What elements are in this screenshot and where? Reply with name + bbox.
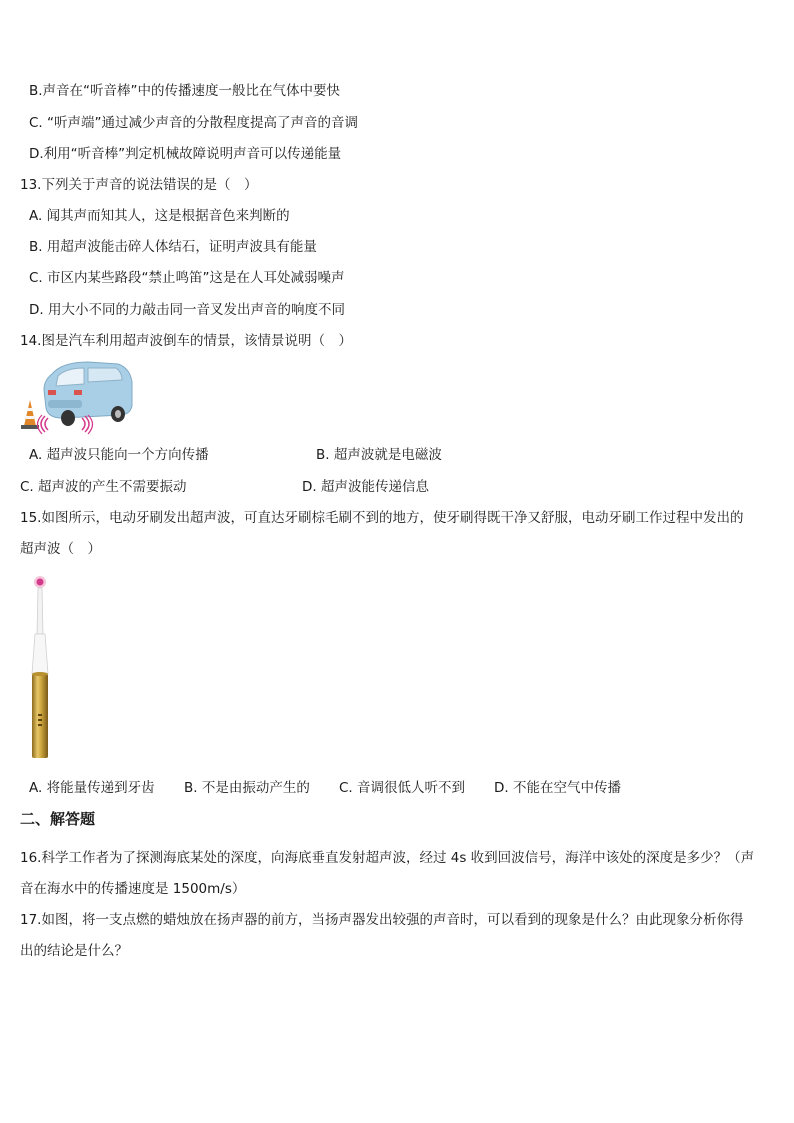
q14-option-d: D. 超声波能传递信息 bbox=[302, 479, 429, 495]
q16-line2: 音在海水中的传播速度是 1500m/s） bbox=[20, 881, 246, 897]
q14-option-b: B. 超声波就是电磁波 bbox=[316, 447, 442, 463]
section-heading: 二、解答题 bbox=[20, 810, 96, 828]
toothbrush-figure bbox=[22, 574, 56, 762]
q12-option-d: D.利用“听音棒”判定机械故障说明声音可以传递能量 bbox=[29, 146, 342, 162]
q15-option-c: C. 音调很低人听不到 bbox=[339, 780, 466, 796]
q16-line1: 16.科学工作者为了探测海底某处的深度，向海底垂直发射超声波，经过 4s 收到回波信号，海洋中该处的深度是多少？（声 bbox=[20, 850, 755, 866]
q17-line2: 出的结论是什么？ bbox=[20, 943, 128, 959]
q15-stem-line1: 15.如图所示，电动牙刷发出超声波，可直达牙刷棕毛刷不到的地方，使牙刷得既干净又舒服，电动牙刷工作过程中发出的 bbox=[20, 510, 744, 526]
q17-line1: 17.如图，将一支点燃的蜡烛放在扬声器的前方，当扬声器发出较强的声音时，可以看到的现象是什么？由此现象分析你得 bbox=[20, 912, 744, 928]
q15-option-a: A. 将能量传递到牙齿 bbox=[29, 780, 155, 796]
q12-option-b: B.声音在“听音棒”中的传播速度一般比在气体中要快 bbox=[29, 83, 341, 99]
q14-option-c: C. 超声波的产生不需要振动 bbox=[20, 479, 187, 495]
q13-option-a: A. 闻其声而知其人，这是根据音色来判断的 bbox=[29, 208, 290, 224]
toothbrush-icon bbox=[22, 574, 56, 762]
q13-stem: 13.下列关于声音的说法错误的是（ ） bbox=[20, 177, 258, 193]
car-icon bbox=[18, 360, 134, 436]
q12-option-c: C. “听声端”通过减少声音的分散程度提高了声音的音调 bbox=[29, 115, 358, 131]
q15-option-b: B. 不是由振动产生的 bbox=[184, 780, 310, 796]
q14-stem: 14.图是汽车利用超声波倒车的情景，该情景说明（ ） bbox=[20, 333, 352, 349]
q13-option-b: B. 用超声波能击碎人体结石，证明声波具有能量 bbox=[29, 239, 317, 255]
q13-option-c: C. 市区内某些路段“禁止鸣笛”这是在人耳处减弱噪声 bbox=[29, 270, 345, 286]
q13-option-d: D. 用大小不同的力敲击同一音叉发出声音的响度不同 bbox=[29, 302, 345, 318]
q15-stem-line2: 超声波（ ） bbox=[20, 541, 101, 557]
q14-option-a: A. 超声波只能向一个方向传播 bbox=[29, 447, 209, 463]
q15-option-d: D. 不能在空气中传播 bbox=[494, 780, 621, 796]
car-reversing-figure bbox=[18, 360, 134, 436]
